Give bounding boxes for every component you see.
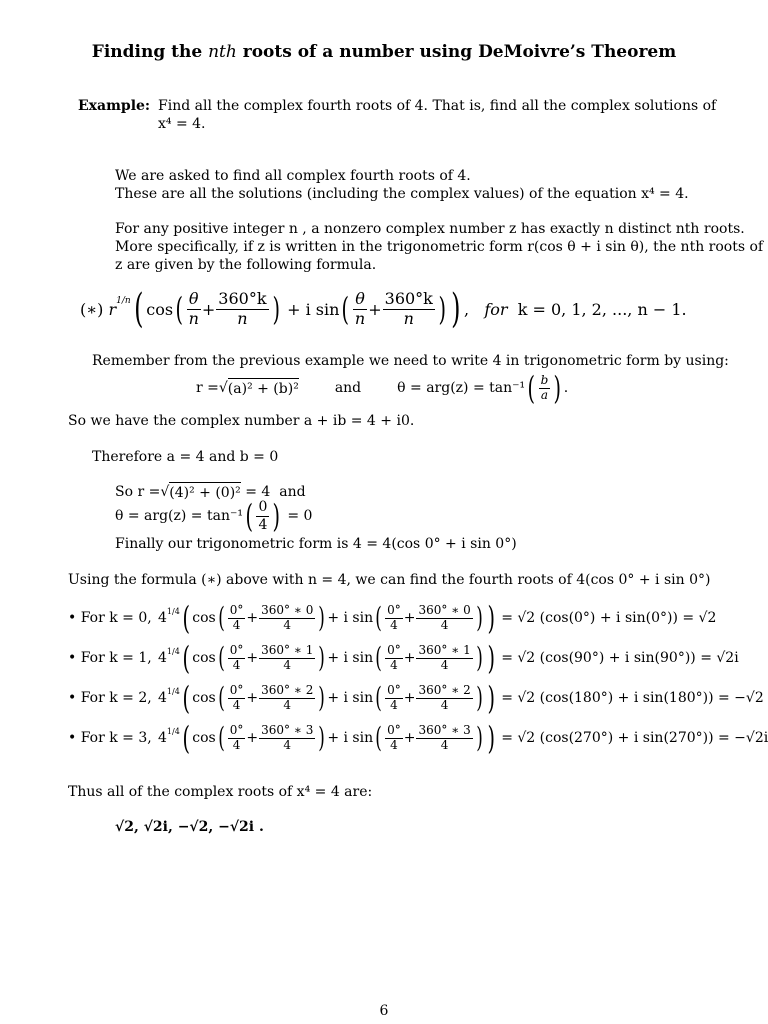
using-formula-line: Using the formula (∗) above with n = 4, we can find the fourth roots of 4(cos 0° + i sin 0°): [68, 572, 711, 588]
page-title: Finding the nth roots of a number using DeMoivre’s Theorem: [91, 42, 677, 62]
complex-number-line: So we have the complex number a + ib = 4 + i0.: [68, 413, 415, 429]
finally-line: Finally our trigonometric form is 4 = 4(cos 0° + i sin 0°): [115, 536, 517, 552]
example-label: Example:: [78, 98, 151, 114]
remember-line: Remember from the previous example we need to write 4 in trigonometric form by using:: [92, 353, 729, 369]
demoivre-formula: (∗) r 1/n ( cos ( $\frac{\theta}{n}$ + $\frac{360^\circ k}{n}$ ) + i sin ( $\frac{\theta}{n}$ + $\frac{360^\circ k}{n}$ ) ) , for k = 0, 1, 2, ..., n − 1.: [80, 286, 687, 332]
page-number: 6: [379, 1003, 389, 1019]
remember-formulas: r = √ (a)² + (b)² and θ = arg(z) = tan⁻¹ ( $\frac{b}{a}$ ) .: [196, 369, 569, 407]
example-line-2: x⁴ = 4.: [158, 116, 206, 132]
thus-line: Thus all of the complex roots of x⁴ = 4 are:: [68, 784, 373, 800]
theta-computation: θ = arg(z) = tan⁻¹ ( $\frac{0}{4}$ ) = 0: [115, 497, 313, 535]
therefore-line: Therefore a = 4 and b = 0: [92, 449, 279, 465]
case-row-k1: • For k = 1, 4 1/4 ( cos ( $\frac{0^\circ}{4}$ + $\frac{360^\circ ∗ 1}{4}$ ) + i sin ( $\frac{0^\circ}{4}$ + $\frac{360^\circ ∗ 1}{4}$ ) ) = √2 (cos(90°) + i sin(90°)) = √2i: [68, 639, 739, 677]
r-computation: So r = √ (4)² + (0)² = 4 and: [115, 484, 306, 501]
intro-p3: For any positive integer n , a nonzero complex number z has exactly n distinct nth roots.: [115, 221, 745, 237]
formula-label: (∗): [80, 299, 104, 319]
intro-p4: More specifically, if z is written in the trigonometric form r(cos θ + i sin θ), the nth roots of: [115, 239, 764, 255]
final-answer: √2, √2i, −√2, −√2i .: [115, 819, 264, 835]
intro-p5: z are given by the following formula.: [115, 257, 377, 273]
example-line-1: Find all the complex fourth roots of 4. That is, find all the complex solutions of: [158, 98, 717, 114]
case-row-k0: • For k = 0, 4 1/4 ( cos ( $\frac{0^\circ}{4}$ + $\frac{360^\circ ∗ 0}{4}$ ) + i sin ( $\frac{0^\circ}{4}$ + $\frac{360^\circ ∗ 0}{4}$ ) ) = √2 (cos(0°) + i sin(0°)) = √2: [68, 599, 717, 637]
case-row-k2: • For k = 2, 4 1/4 ( cos ( $\frac{0^\circ}{4}$ + $\frac{360^\circ ∗ 2}{4}$ ) + i sin ( $\frac{0^\circ}{4}$ + $\frac{360^\circ ∗ 2}{4}$ ) ) = √2 (cos(180°) + i sin(180°)) = −√2: [68, 679, 764, 717]
intro-p1: We are asked to find all complex fourth roots of 4.: [115, 168, 471, 184]
case-row-k3: • For k = 3, 4 1/4 ( cos ( $\frac{0^\circ}{4}$ + $\frac{360^\circ ∗ 3}{4}$ ) + i sin ( $\frac{0^\circ}{4}$ + $\frac{360^\circ ∗ 3}{4}$ ) ) = √2 (cos(270°) + i sin(270°)) = −√2i: [68, 719, 768, 757]
intro-p2: These are all the solutions (including the complex values) of the equation x⁴ = 4.: [115, 186, 689, 202]
